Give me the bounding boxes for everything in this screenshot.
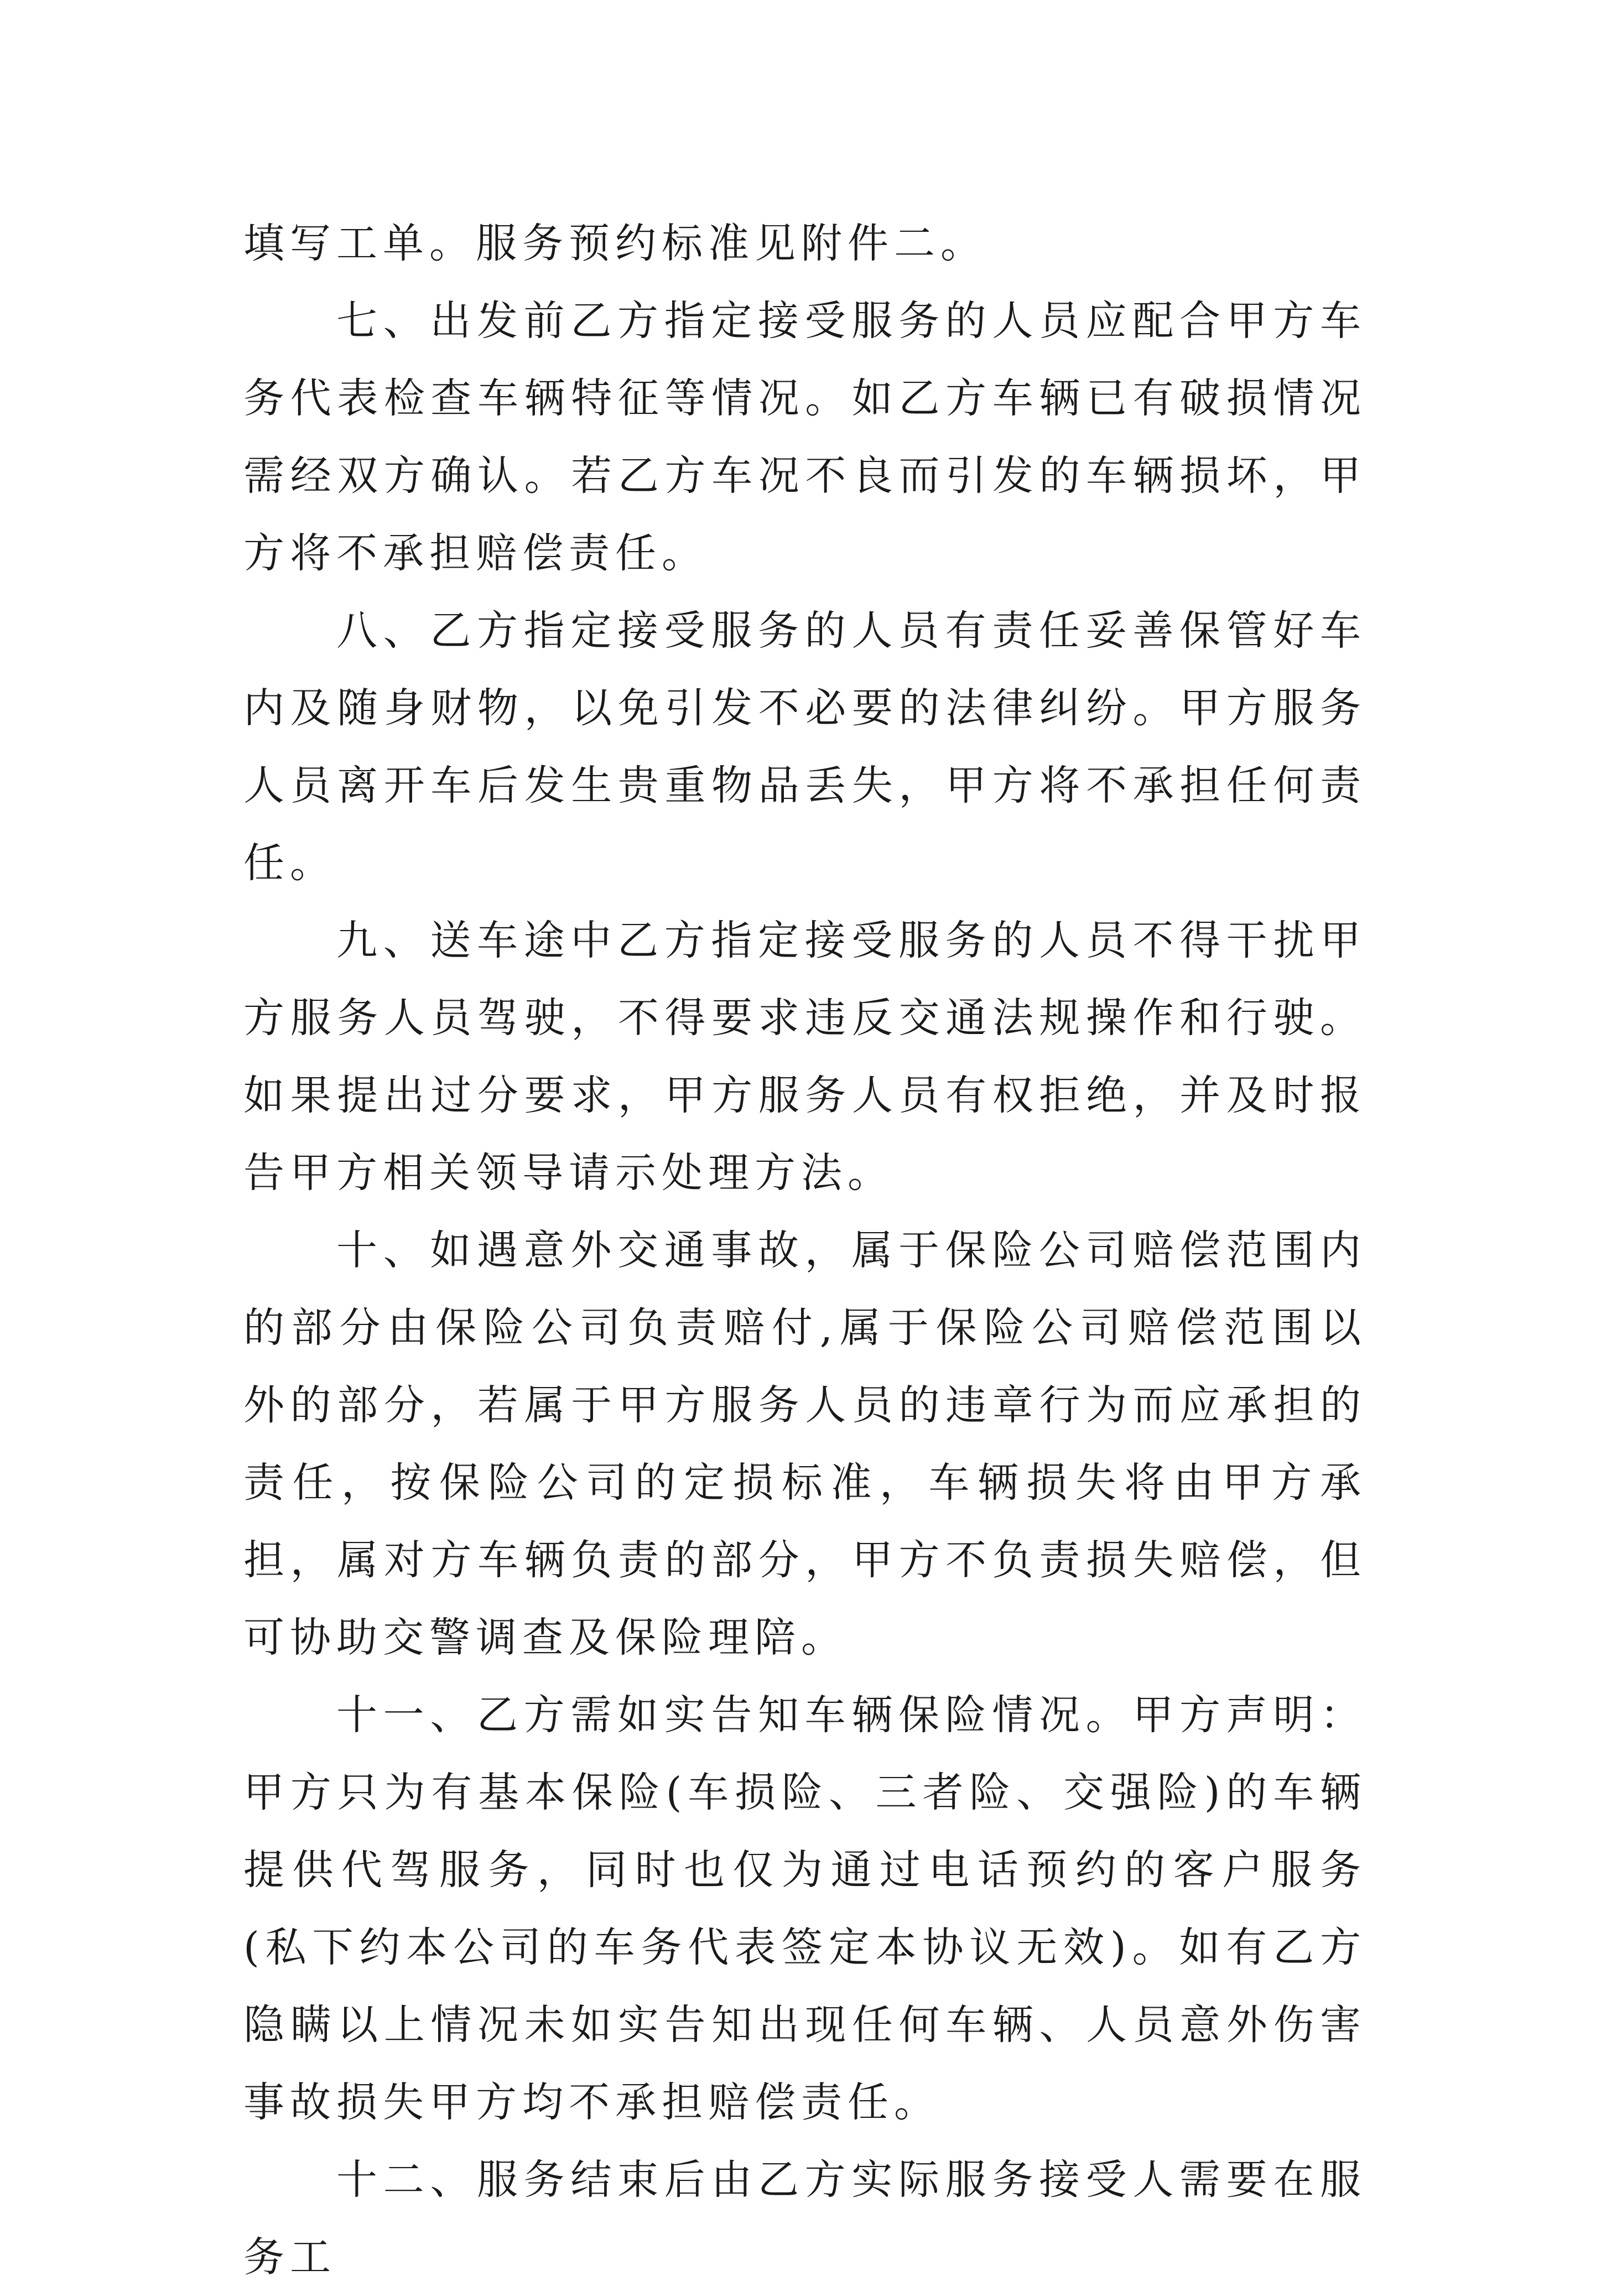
document-body xyxy=(243,205,1366,2296)
paragraph-clause-12: 十二、服务结束后由乙方实际服务接受人需要在服务工 xyxy=(243,2156,1366,2281)
paragraph-clause-11: 十一、乙方需如实告知车辆保险情况。甲方声明：甲方只为有基本保险(车损险、三者险、交强险)的车辆提供代驾服务，同时也仅为通过电话预约的客户服务(私下约本公司的车务代表签定本协议无效)。如有乙方隐瞒以上情况未如实告知出现任何车辆、人员意外伤害事故损失甲方均不承担赔偿责任。 xyxy=(243,1691,1366,2126)
paragraph-clause-10: 十、如遇意外交通事故，属于保险公司赔偿范围内的部分由保险公司负责赔付,属于保险公司赔偿范围以外的部分，若属于甲方服务人员的违章行为而应承担的责任，按保险公司的定损标准，车辆损失将由甲方承担，属对方车辆负责的部分，甲方不负责损失赔偿，但可协助交警调查及保险理陪。 xyxy=(243,1227,1366,1661)
paragraph-clause-9: 九、送车途中乙方指定接受服务的人员不得干扰甲方服务人员驾驶，不得要求违反交通法规操作和行驶。如果提出过分要求，甲方服务人员有权拒绝，并及时报告甲方相关领导请示处理方法。 xyxy=(243,917,1366,1197)
paragraph-clause-8: 八、乙方指定接受服务的人员有责任妥善保管好车内及随身财物，以免引发不必要的法律纠纷。甲方服务人员离开车后发生贵重物品丢失，甲方将不承担任何责任。 xyxy=(243,607,1366,887)
paragraph-clause-7: 七、出发前乙方指定接受服务的人员应配合甲方车务代表检查车辆特征等情况。如乙方车辆已有破损情况需经双方确认。若乙方车况不良而引发的车辆损坏，甲方将不承担赔偿责任。 xyxy=(243,297,1366,577)
paragraph-fill-work-order: 填写工单。服务预约标准见附件二。 xyxy=(243,220,987,267)
